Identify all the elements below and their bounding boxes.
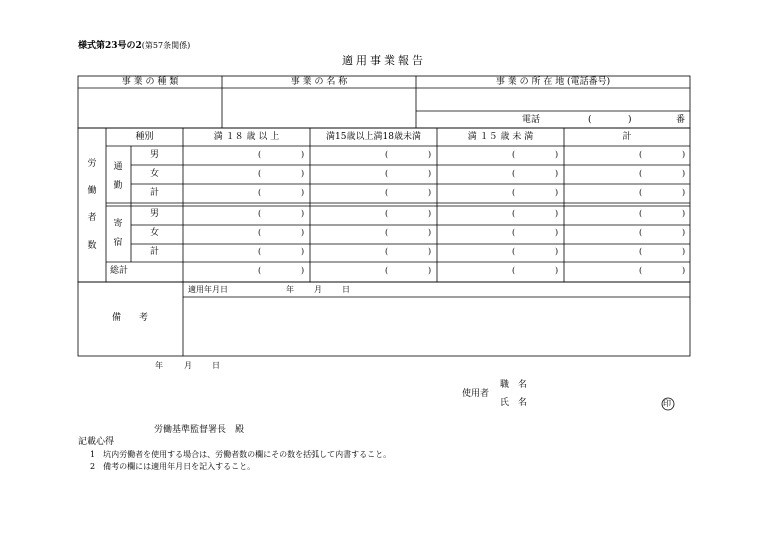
- paren-close-subtotal-commute-age-18-over: ): [301, 188, 305, 197]
- paren-open-male-commute-age-15-under: (: [512, 150, 516, 159]
- paren-open-male-live-in-age-15-18: (: [385, 209, 389, 218]
- live-in-label-1: 寄: [113, 219, 123, 229]
- paren-open-female-live-in-total: (: [639, 228, 643, 237]
- paren-open-grand-total-age-18-over: (: [258, 266, 262, 275]
- note-item-1: 1 坑内労働者を使用する場合は、労働者数の欄にその数を括弧して内書すること。: [90, 450, 392, 459]
- col-age-15-18: 満15歳以上満18歳未満: [326, 132, 421, 142]
- paren-close-subtotal-live-in-total: ): [682, 247, 686, 256]
- paren-open-subtotal-commute-age-18-over: (: [258, 188, 262, 197]
- paren-close-female-commute-age-15-under: ): [555, 169, 559, 178]
- apply-date-label: 適用年月日: [188, 285, 228, 294]
- paren-close-subtotal-live-in-age-15-18: ): [428, 247, 432, 256]
- paren-close-female-live-in-total: ): [682, 228, 686, 237]
- col-age-15-under: 満 １５ 歳 未 満: [467, 132, 534, 142]
- name-label: 氏 名: [500, 398, 528, 408]
- seal-mark: 印: [663, 399, 671, 408]
- paren-close-female-live-in-age-15-under: ): [555, 228, 559, 237]
- paren-close-male-commute-age-15-18: ): [428, 150, 432, 159]
- paren-close-subtotal-live-in-age-18-over: ): [301, 247, 305, 256]
- addressee: 労働基準監督署長 殿: [154, 425, 245, 435]
- row-label-male-commute: 男: [150, 150, 160, 160]
- remarks-field[interactable]: [184, 298, 689, 355]
- paren-close-male-live-in-total: ): [682, 209, 686, 218]
- live-in-label-2: 宿: [113, 238, 123, 248]
- side-label-2: 働: [87, 186, 97, 196]
- remarks-label: 備 考: [112, 313, 149, 323]
- paren-open-female-live-in-age-18-over: (: [258, 228, 262, 237]
- paren-close-female-live-in-age-15-18: ): [428, 228, 432, 237]
- apply-date-year: 年: [286, 285, 294, 294]
- apply-date-month: 月: [314, 285, 322, 294]
- paren-close-subtotal-commute-age-15-under: ): [555, 188, 559, 197]
- paren-open-subtotal-live-in-age-15-under: (: [512, 247, 516, 256]
- report-date-month: 月: [184, 361, 192, 370]
- col-total: 計: [622, 132, 632, 142]
- row-label-male-live-in: 男: [150, 209, 160, 219]
- employer-label: 使用者: [462, 389, 490, 399]
- paren-open-male-live-in-age-15-under: (: [512, 209, 516, 218]
- paren-open-female-commute-total: (: [639, 169, 643, 178]
- side-label-3: 者: [87, 213, 97, 223]
- phone-label: 電話: [522, 115, 541, 125]
- paren-open-female-live-in-age-15-under: (: [512, 228, 516, 237]
- row-label-subtotal-live-in: 計: [150, 247, 160, 257]
- paren-close-grand-total-age-15-18: ): [428, 266, 432, 275]
- row-label-grand-total: 総計: [110, 266, 129, 276]
- paren-open-female-live-in-age-15-18: (: [385, 228, 389, 237]
- paren-close-male-live-in-age-18-over: ): [301, 209, 305, 218]
- paren-open-subtotal-live-in-age-15-18: (: [385, 247, 389, 256]
- paren-open-subtotal-live-in-age-18-over: (: [258, 247, 262, 256]
- paren-close-grand-total-age-15-under: ): [555, 266, 559, 275]
- paren-close-grand-total-total: ): [682, 266, 686, 275]
- notes-heading: 記載心得: [78, 437, 115, 447]
- row-label-female-live-in: 女: [150, 228, 160, 238]
- col-business-type: 事 業 の 種 類: [121, 77, 179, 87]
- row-label-female-commute: 女: [150, 169, 160, 179]
- col-business-name: 事 業 の 名 称: [290, 77, 348, 87]
- paren-close-male-live-in-age-15-18: ): [428, 209, 432, 218]
- col-business-location: 事 業 の 所 在 地 (電話番号): [495, 77, 611, 87]
- job-title-label: 職 名: [500, 380, 528, 390]
- phone-open-paren: (: [588, 115, 592, 125]
- paren-open-subtotal-commute-age-15-18: (: [385, 188, 389, 197]
- paren-open-female-commute-age-15-under: (: [512, 169, 516, 178]
- paren-open-female-commute-age-15-18: (: [385, 169, 389, 178]
- paren-close-female-commute-total: ): [682, 169, 686, 178]
- paren-close-subtotal-commute-total: ): [682, 188, 686, 197]
- side-label-1: 労: [87, 159, 97, 169]
- paren-open-subtotal-commute-age-15-under: (: [512, 188, 516, 197]
- paren-open-subtotal-commute-total: (: [639, 188, 643, 197]
- paren-open-male-live-in-total: (: [639, 209, 643, 218]
- phone-suffix: 番: [676, 115, 686, 125]
- document-title: 適用事業報告: [342, 54, 426, 67]
- paren-open-male-live-in-age-18-over: (: [258, 209, 262, 218]
- note-item-2: 2 備考の欄には適用年月日を記入すること。: [90, 462, 256, 471]
- report-date-day: 日: [212, 361, 220, 370]
- paren-open-grand-total-total: (: [639, 266, 643, 275]
- paren-open-grand-total-age-15-18: (: [385, 266, 389, 275]
- paren-close-subtotal-commute-age-15-18: ): [428, 188, 432, 197]
- side-label-4: 数: [87, 241, 97, 251]
- paren-close-male-live-in-age-15-under: ): [555, 209, 559, 218]
- paren-close-male-commute-age-15-under: ): [555, 150, 559, 159]
- col-age-18-over: 満 １８ 歳 以 上: [213, 132, 280, 142]
- form-number: 様式第23号の2: [78, 41, 142, 51]
- form-reference: (第57条関係): [141, 41, 191, 50]
- paren-close-female-commute-age-15-18: ): [428, 169, 432, 178]
- paren-open-male-commute-age-18-over: (: [258, 150, 262, 159]
- commute-label-2: 勤: [113, 181, 123, 191]
- paren-close-male-commute-age-18-over: ): [301, 150, 305, 159]
- paren-open-female-commute-age-18-over: (: [258, 169, 262, 178]
- paren-close-subtotal-live-in-age-15-under: ): [555, 247, 559, 256]
- paren-open-male-commute-total: (: [639, 150, 643, 159]
- col-kind: 種別: [135, 132, 154, 142]
- row-label-subtotal-commute: 計: [150, 188, 160, 198]
- paren-open-subtotal-live-in-total: (: [639, 247, 643, 256]
- report-date-year: 年: [155, 361, 163, 370]
- paren-close-grand-total-age-18-over: ): [301, 266, 305, 275]
- paren-close-female-live-in-age-18-over: ): [301, 228, 305, 237]
- commute-label-1: 通: [113, 162, 123, 172]
- paren-open-grand-total-age-15-under: (: [512, 266, 516, 275]
- paren-open-male-commute-age-15-18: (: [385, 150, 389, 159]
- paren-close-male-commute-total: ): [682, 150, 686, 159]
- apply-date-day: 日: [342, 285, 350, 294]
- phone-close-paren: ): [628, 115, 632, 125]
- paren-close-female-commute-age-18-over: ): [301, 169, 305, 178]
